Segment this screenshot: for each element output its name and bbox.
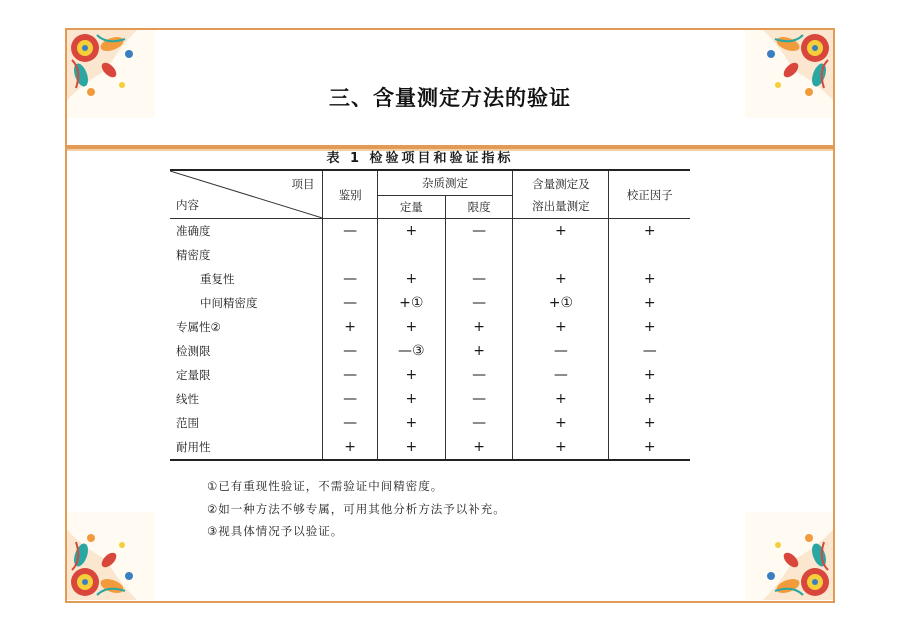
table-cell (377, 243, 445, 267)
table-cell: +① (377, 291, 445, 315)
row-label: 准确度 (170, 219, 323, 244)
table-cell: + (609, 435, 690, 460)
header-impurity-limit: 限度 (445, 196, 512, 219)
table-cell (513, 243, 609, 267)
table-cell: — (323, 291, 377, 315)
table-row (170, 435, 690, 460)
table-cell: — (445, 291, 512, 315)
table-cell: + (513, 219, 609, 244)
row-label: 范围 (170, 411, 323, 435)
table-row (170, 387, 690, 411)
table-cell: + (609, 267, 690, 291)
table-footnotes (207, 475, 506, 543)
row-label: 精密度 (170, 243, 323, 267)
table-row (170, 243, 690, 267)
table-cell: + (377, 219, 445, 244)
table-cell: + (445, 339, 512, 363)
table-cell (445, 243, 512, 267)
table-cell: + (377, 387, 445, 411)
floral-corner-icon (67, 30, 155, 118)
table-cell: +① (513, 291, 609, 315)
row-label: 中间精密度 (170, 291, 323, 315)
table-cell: + (513, 315, 609, 339)
table-cell: — (445, 387, 512, 411)
header-content-label: 内容 (176, 198, 199, 212)
header-item-label: 项目 (291, 177, 315, 191)
table-row (170, 291, 690, 315)
table-cell: — (445, 267, 512, 291)
table-cell: — (323, 387, 377, 411)
table-cell: — (445, 363, 512, 387)
table-cell: + (513, 267, 609, 291)
table-cell (609, 243, 690, 267)
table-cell: + (445, 315, 512, 339)
table-caption: 表 1 检验项目和验证指标 (326, 151, 514, 166)
table-row (170, 411, 690, 435)
table-cell: — (513, 339, 609, 363)
table-cell: — (323, 411, 377, 435)
table-cell: + (513, 435, 609, 460)
header-assay-line2: 溶出量测定 (532, 198, 590, 213)
floral-corner-icon (745, 512, 833, 600)
table-cell: + (513, 387, 609, 411)
table-cell: —③ (377, 339, 445, 363)
header-assay-line1: 含量测定及 (532, 176, 590, 191)
table-cell: — (609, 339, 690, 363)
header-impurity: 杂质测定 (377, 170, 513, 196)
table-cell: — (323, 267, 377, 291)
footnote: ②如一种方法不够专属，可用其他分析方法予以补充。 (207, 501, 506, 516)
page-title: 三、含量测定方法的验证 (329, 86, 571, 110)
header-assay (513, 170, 609, 219)
table-cell: — (513, 363, 609, 387)
table-cell: + (377, 315, 445, 339)
table-cell: + (445, 435, 512, 460)
table-row (170, 267, 690, 291)
table-cell: + (609, 291, 690, 315)
floral-corner-icon (67, 512, 155, 600)
table-cell: + (609, 411, 690, 435)
header-correction: 校正因子 (609, 170, 690, 219)
table-cell (323, 243, 377, 267)
table-cell: — (323, 363, 377, 387)
footnote: ①已有重现性验证，不需验证中间精密度。 (207, 479, 444, 493)
table-row (170, 219, 690, 244)
table-cell: + (377, 411, 445, 435)
table-cell: + (609, 363, 690, 387)
row-label: 线性 (170, 387, 323, 411)
table-cell: + (377, 363, 445, 387)
floral-corner-icon (745, 30, 833, 118)
header-impurity-quant: 定量 (377, 196, 445, 219)
table-cell: + (323, 435, 377, 460)
header-identification: 鉴别 (323, 170, 377, 219)
table-cell: + (513, 411, 609, 435)
table-cell: — (323, 339, 377, 363)
table-cell: — (445, 411, 512, 435)
row-label: 专属性② (170, 315, 323, 339)
table-cell: + (323, 315, 377, 339)
table-cell: — (445, 219, 512, 244)
table-cell: + (377, 435, 445, 460)
row-label: 定量限 (170, 363, 323, 387)
row-label: 重复性 (170, 267, 323, 291)
footnote: ③视具体情况予以验证。 (207, 524, 344, 538)
table-row (170, 363, 690, 387)
table-cell: + (377, 267, 445, 291)
row-label: 检测限 (170, 339, 323, 363)
validation-table (170, 169, 690, 461)
table-cell: + (609, 387, 690, 411)
table-cell: — (323, 219, 377, 244)
row-label: 耐用性 (170, 435, 323, 460)
table-cell: + (609, 219, 690, 244)
table-row (170, 339, 690, 363)
diagonal-header-cell (170, 170, 323, 219)
table-cell: + (609, 315, 690, 339)
table-row (170, 315, 690, 339)
